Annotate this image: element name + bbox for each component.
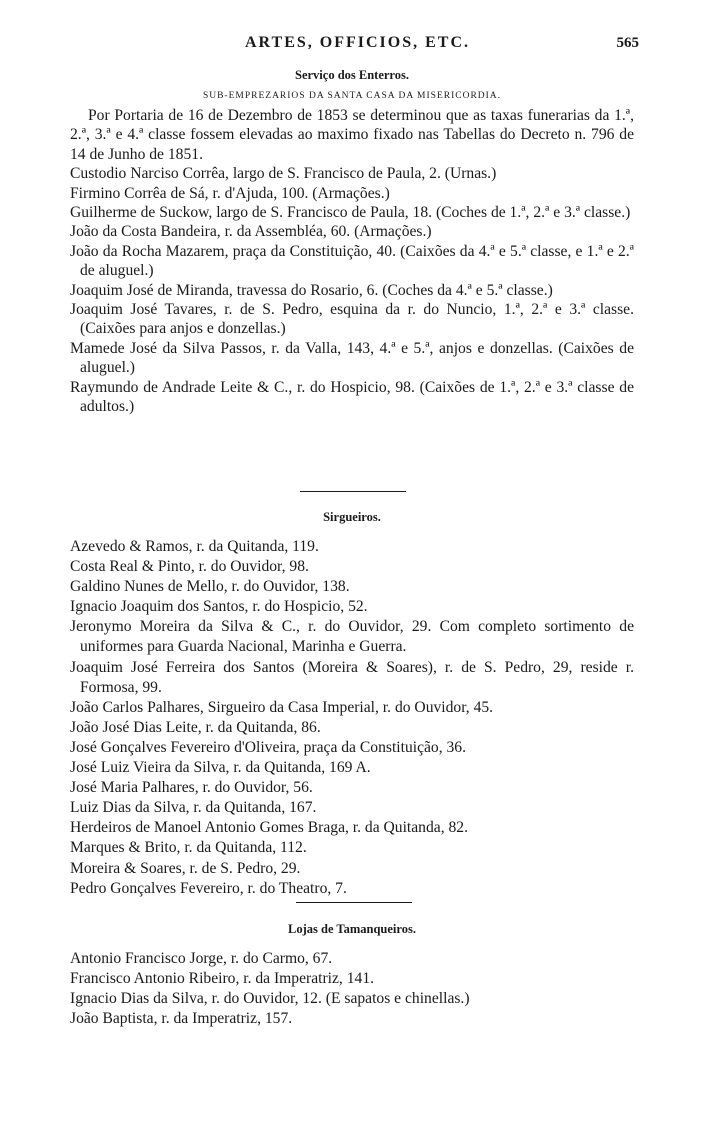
- list-item: João da Rocha Mazarem, praça da Constituição, 40. (Caixões da 4.ª e 5.ª classe, e 1.ª e 2.ª de aluguel.): [70, 242, 634, 280]
- list-item: João da Costa Bandeira, r. da Assembléa, 60. (Armações.): [70, 223, 432, 241]
- list-item: Joaquim José Tavares, r. de S. Pedro, esquina da r. do Nuncio, 1.ª, 2.ª e 3.ª classe. (Caixões para anjos e donzellas.): [70, 301, 634, 338]
- entry-list: [70, 106, 634, 417]
- list-item: Herdeiros de Manoel Antonio Gomes Braga, r. da Quitanda, 82.: [70, 819, 468, 837]
- list-item: João José Dias Leite, r. da Quitanda, 86.: [70, 718, 321, 736]
- page-header: [0, 34, 715, 58]
- list-item: Moreira & Soares, r. de S. Pedro, 29.: [70, 859, 301, 877]
- list-item: Azevedo & Ramos, r. da Quitanda, 119.: [70, 538, 319, 555]
- list-item: Ignacio Joaquim dos Santos, r. do Hospicio, 52.: [70, 598, 368, 616]
- section-sirgueiros: [70, 510, 634, 899]
- list-item: José Maria Palhares, r. do Ouvidor, 56.: [70, 779, 313, 797]
- section-divider: [296, 902, 412, 903]
- list-item: Francisco Antonio Ribeiro, r. da Imperatriz, 141.: [70, 970, 375, 988]
- section-tamanqueiros: [70, 922, 634, 1029]
- section-title: Lojas de Tamanqueiros.: [288, 922, 416, 936]
- list-item: Antonio Francisco Jorge, r. do Carmo, 67.: [70, 950, 333, 967]
- list-item: Jeronymo Moreira da Silva & C., r. do Ouvidor, 29. Com completo sortimento de uniformes para Guarda Nacional, Marinha e Guerra.: [70, 618, 634, 656]
- decree-paragraph: Por Portaria de 16 de Dezembro de 1853 se determinou que as taxas funerarias da 1.ª, 2.ª, 3.ª e 4.ª classe fossem elevadas ao maximo fixado nas Tabellas do Decreto n. 796 de 14 de Junho de 1851.: [70, 107, 634, 163]
- list-item: Ignacio Dias da Silva, r. do Ouvidor, 12. (E sapatos e chinellas.): [70, 990, 470, 1008]
- entry-list: [70, 537, 634, 899]
- list-item: Luiz Dias da Silva, r. da Quitanda, 167.: [70, 799, 317, 817]
- section-title: Sirgueiros.: [323, 510, 381, 524]
- list-item: José Gonçalves Fevereiro d'Oliveira, praça da Constituição, 36.: [70, 738, 466, 756]
- entry-list: [70, 949, 634, 1029]
- list-item: Joaquim José de Miranda, travessa do Rosario, 6. (Coches da 4.ª e 5.ª classe.): [70, 281, 553, 299]
- list-item: José Luiz Vieira da Silva, r. da Quitanda, 169 A.: [70, 759, 371, 777]
- page-number: 565: [616, 35, 639, 51]
- list-item: Guilherme de Suckow, largo de S. Francisco de Paula, 18. (Coches de 1.ª, 2.ª e 3.ª classe.): [70, 204, 631, 222]
- list-item: Mamede José da Silva Passos, r. da Valla, 143, 4.ª e 5.ª, anjos e donzellas. (Caixões de aluguel.): [70, 339, 634, 377]
- list-item: Costa Real & Pinto, r. do Ouvidor, 98.: [70, 558, 309, 576]
- list-item: Custodio Narciso Corrêa, largo de S. Francisco de Paula, 2. (Urnas.): [70, 165, 497, 183]
- section-subheading: SUB-EMPREZARIOS DA SANTA CASA DA MISERICORDIA.: [202, 91, 502, 101]
- list-item: João Baptista, r. da Imperatriz, 157.: [70, 1010, 293, 1028]
- list-item: Raymundo de Andrade Leite & C., r. do Hospicio, 98. (Caixões de 1.ª, 2.ª e 3.ª classe de adultos.): [70, 378, 634, 416]
- section-divider: [300, 491, 406, 492]
- list-item: Joaquim José Ferreira dos Santos (Moreira & Soares), r. de S. Pedro, 29, reside r. Formosa, 99.: [70, 658, 634, 696]
- section-title: Serviço dos Enterros.: [295, 68, 409, 82]
- list-item: João Carlos Palhares, Sirgueiro da Casa Imperial, r. do Ouvidor, 45.: [70, 698, 494, 716]
- section-enterros: [70, 68, 634, 417]
- list-item: Galdino Nunes de Mello, r. do Ouvidor, 138.: [70, 578, 350, 596]
- list-item: Firmino Corrêa de Sá, r. d'Ajuda, 100. (Armações.): [70, 184, 390, 202]
- list-item: Marques & Brito, r. da Quitanda, 112.: [70, 839, 307, 857]
- running-title: ARTES, OFFICIOS, ETC.: [244, 34, 471, 51]
- list-item: Pedro Gonçalves Fevereiro, r. do Theatro, 7.: [70, 879, 347, 897]
